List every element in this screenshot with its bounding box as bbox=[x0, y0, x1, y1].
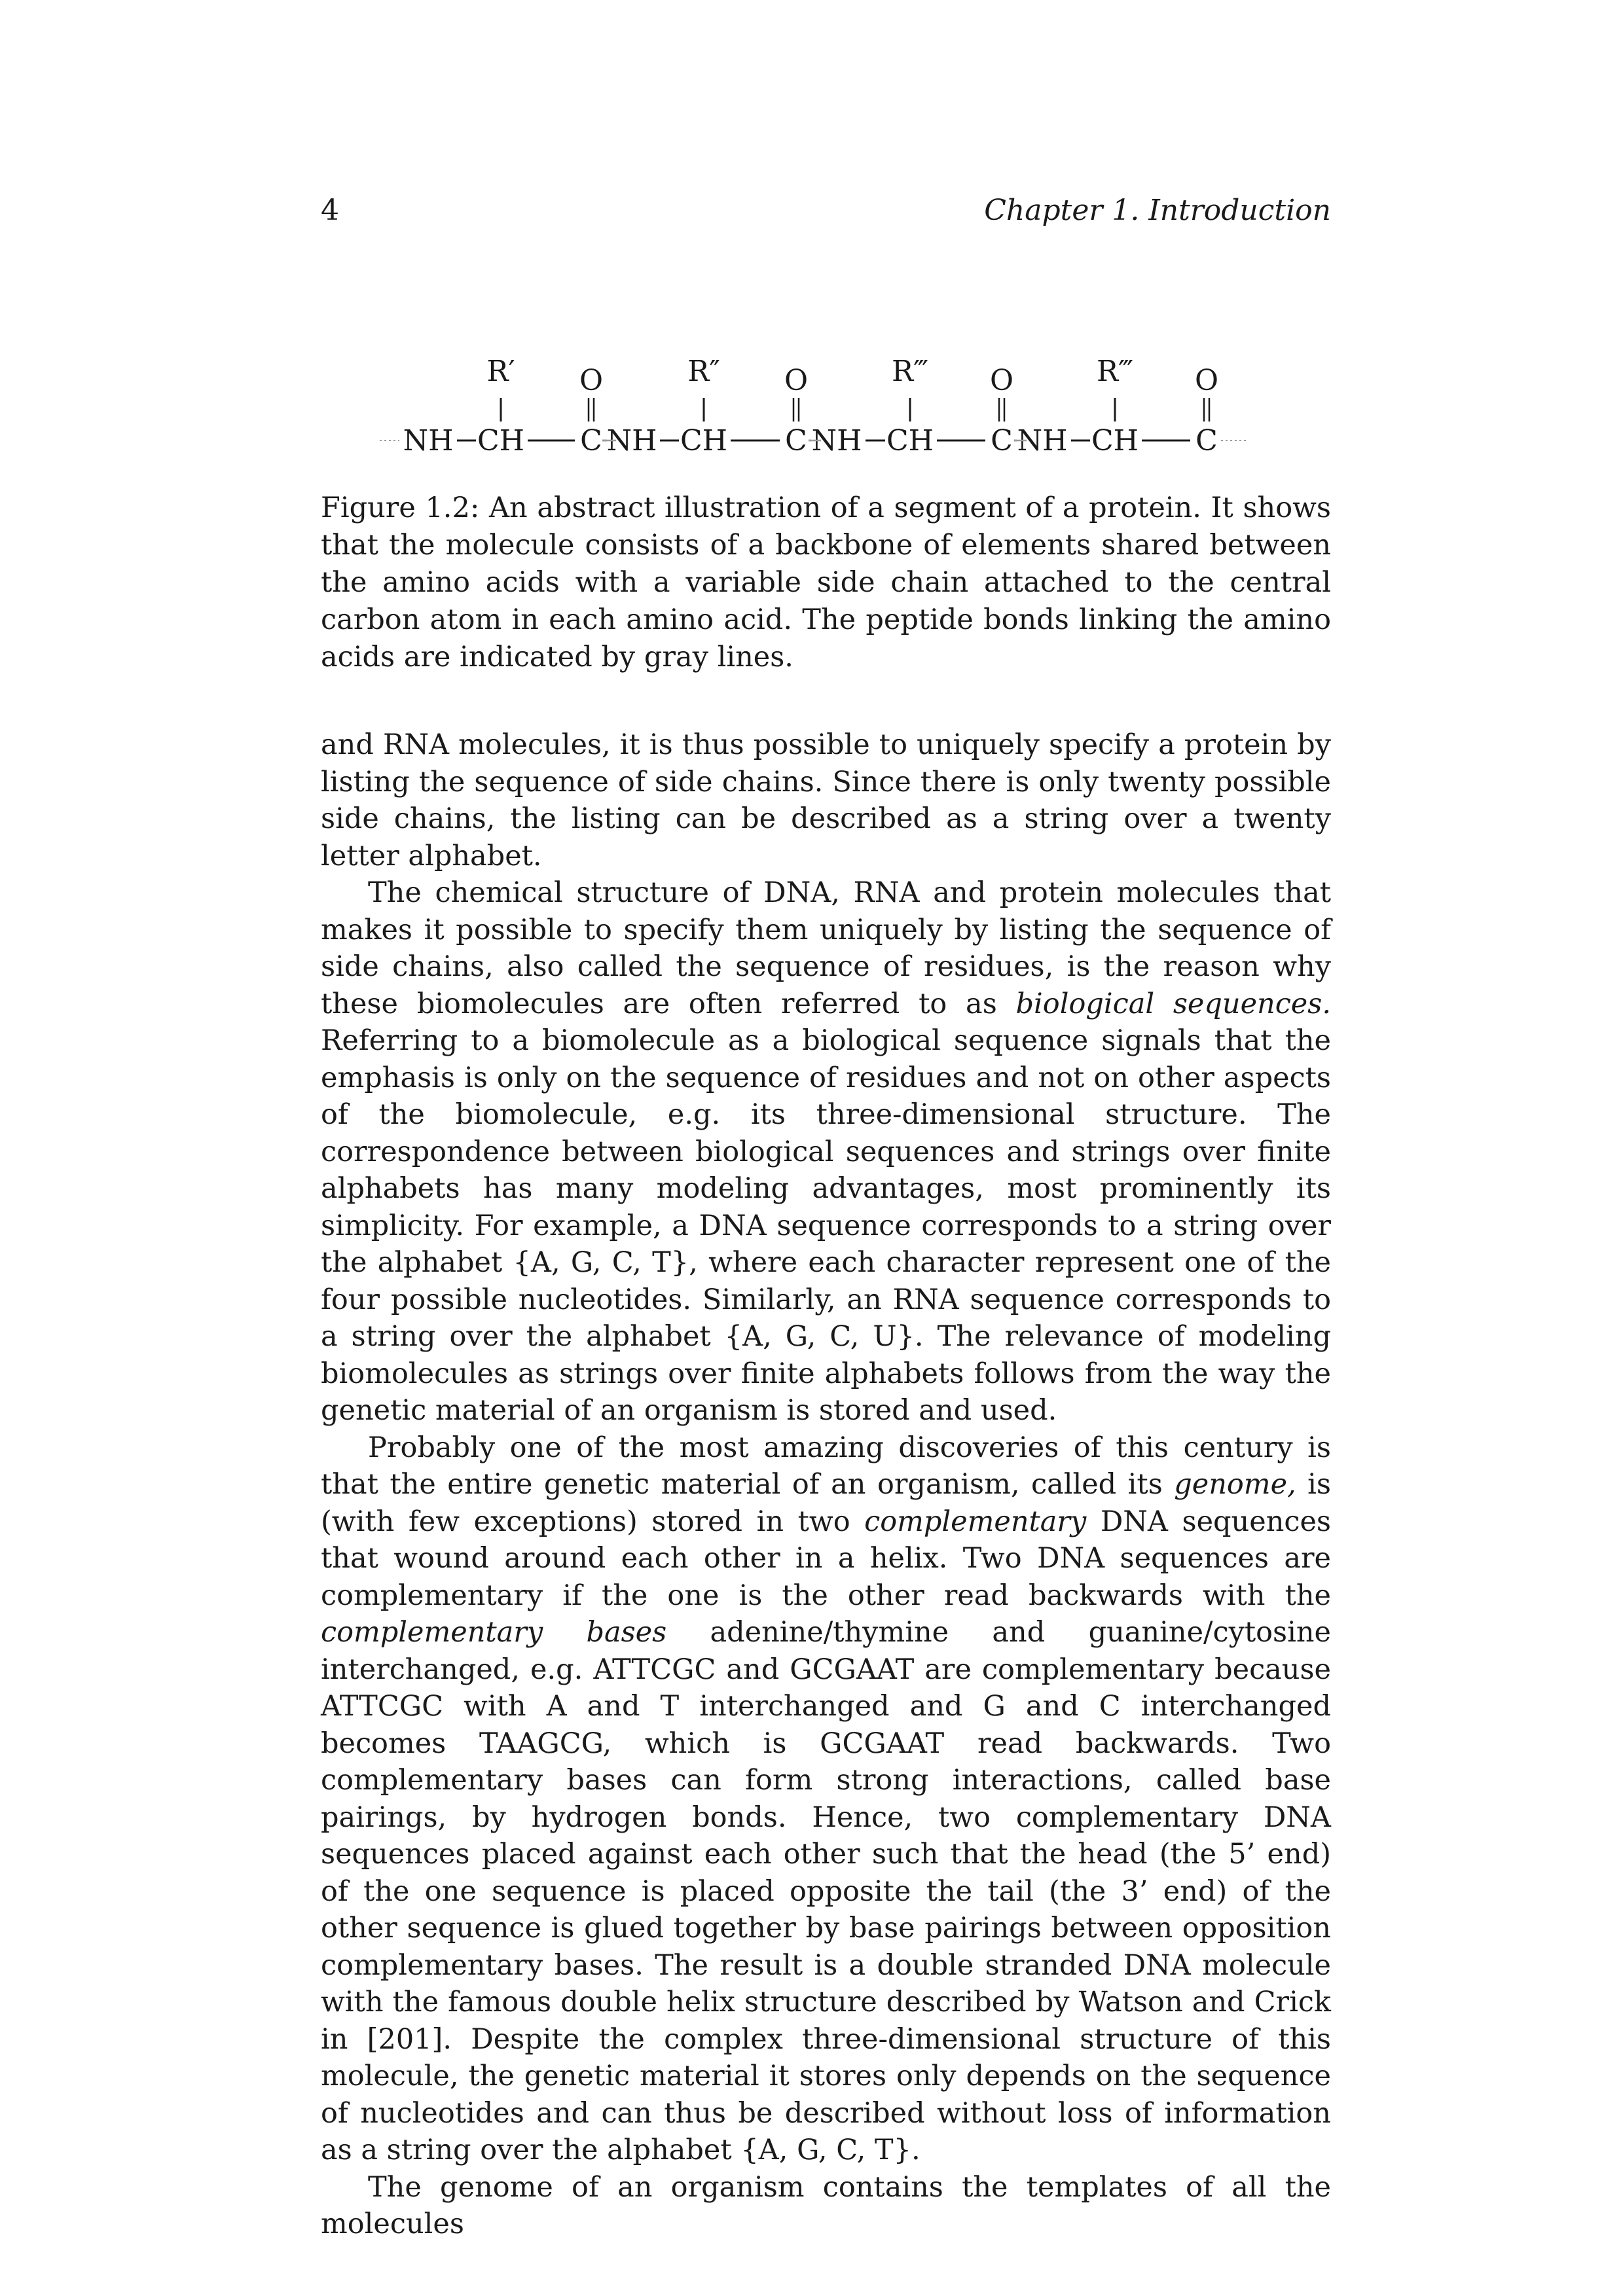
text-segment: The genome of an organism contains the templates of all the molecules bbox=[321, 2170, 1331, 2240]
emphasis-term: genome, bbox=[1174, 1468, 1296, 1501]
emphasis-term: biological sequences. bbox=[1015, 987, 1331, 1020]
running-header bbox=[321, 194, 1331, 246]
backbone-atom: C bbox=[785, 424, 807, 457]
text-segment: DNA sequences that wound around each other in a helix. Two DNA sequences are complementary if the one is the other read backwards with the bbox=[321, 1505, 1331, 1612]
carbonyl-oxygen-2: O bbox=[784, 364, 809, 397]
text-segment: The chemical structure of DNA, RNA and protein molecules that makes it possible to specify them uniquely by listing the sequence of side chains, also called the sequence of residues, is the reason why these biomolecules are often referred to as bbox=[321, 876, 1331, 1020]
backbone-atom: CH bbox=[680, 424, 728, 457]
page-number: 4 bbox=[321, 194, 339, 227]
paragraph-4 bbox=[321, 2169, 1331, 2243]
body-text bbox=[321, 726, 1331, 2243]
text-segment: and RNA molecules, it is thus possible to uniquely specify a protein by listing the sequence of side chains. Since there is only twenty possible side chains, the listing can be described as a string over a twenty letter alphabet. bbox=[321, 728, 1331, 872]
side-chain-bonds bbox=[501, 398, 1115, 422]
carbonyl-double-bonds bbox=[589, 398, 1209, 422]
text-segment: Referring to a biomolecule as a biological sequence signals that the emphasis is only on the sequence of residues and not on other aspects of the biomolecule, e.g. its three-dimensional structure. The correspondence between biological sequences and strings over finite alphabets has many modeling advantages, most prominently its simplicity. For example, a DNA sequence corresponds to a string over the alphabet {A, G, C, T}, where each character represent one of the four possible nucleotides. Similarly, an RNA sequence corresponds to a string over the alphabet {A, G, C, U}. The relevance of modeling biomolecules as strings over finite alphabets follows from the way the genetic material of an organism is stored and used. bbox=[321, 1024, 1331, 1427]
running-title: Chapter 1. Introduction bbox=[984, 194, 1331, 227]
backbone-atom: NH bbox=[1017, 424, 1068, 457]
backbone-atom: NH bbox=[606, 424, 657, 457]
side-chain-3: R‴ bbox=[891, 355, 929, 388]
paragraph-1 bbox=[321, 726, 1331, 874]
carbonyl-oxygen-3: O bbox=[989, 364, 1014, 397]
text-segment: Probably one of the most amazing discoveries of this century is that the entire genetic material of an organism, called its bbox=[321, 1431, 1331, 1501]
protein-segment-figure bbox=[380, 353, 1250, 471]
carbonyl-oxygen-1: O bbox=[579, 364, 604, 397]
carbonyl-oxygen-4: O bbox=[1194, 364, 1219, 397]
emphasis-term: complementary bases bbox=[321, 1616, 667, 1649]
text-segment: is (with few exceptions) stored in two bbox=[321, 1468, 1331, 1538]
backbone-atom: NH bbox=[403, 424, 454, 457]
paragraph-2 bbox=[321, 874, 1331, 1429]
side-chain-1: R′ bbox=[486, 355, 515, 388]
paragraph-3 bbox=[321, 1429, 1331, 2169]
backbone-atom: C bbox=[580, 424, 602, 457]
side-chain-2: R″ bbox=[687, 355, 720, 388]
side-chain-4: R‴ bbox=[1096, 355, 1134, 388]
backbone-atom: NH bbox=[811, 424, 862, 457]
figure-caption: Figure 1.2: An abstract illustration of a segment of a protein. It shows that the molecule consists of a backbone of elements shared between the amino acids with a variable side chain attached to the central carbon atom in each amino acid. The peptide bonds linking the amino acids are indicated by gray lines. bbox=[321, 492, 1331, 673]
backbone-atom: C bbox=[991, 424, 1013, 457]
text-segment: adenine/thymine and guanine/cytosine interchanged, e.g. ATTCGC and GCGAAT are complementary because ATTCGC with A and T interchanged and G and C interchanged becomes TAAGCG, which is GCGAAT read backwards. Two complementary bases can form strong interactions, called base pairings, by hydrogen bonds. Hence, two complementary DNA sequences placed against each other such that the head (the 5’ end) of the one sequence is placed opposite the tail (the 3’ end) of the other sequence is glued together by base pairings between opposition complementary bases. The result is a double stranded DNA molecule with the famous double helix structure described by Watson and Crick in [201]. Despite the complex three-dimensional structure of this molecule, the genetic material it stores only depends on the sequence of nucleotides and can thus be described without loss of information as a string over the alphabet {A, G, C, T}. bbox=[321, 1616, 1332, 2166]
backbone-atom: CH bbox=[886, 424, 934, 457]
emphasis-term: complementary bbox=[864, 1505, 1087, 1538]
protein-backbone-diagram bbox=[380, 353, 1250, 471]
backbone-atom: CH bbox=[477, 424, 525, 457]
backbone-atom: C bbox=[1195, 424, 1218, 457]
backbone-atom: CH bbox=[1091, 424, 1139, 457]
